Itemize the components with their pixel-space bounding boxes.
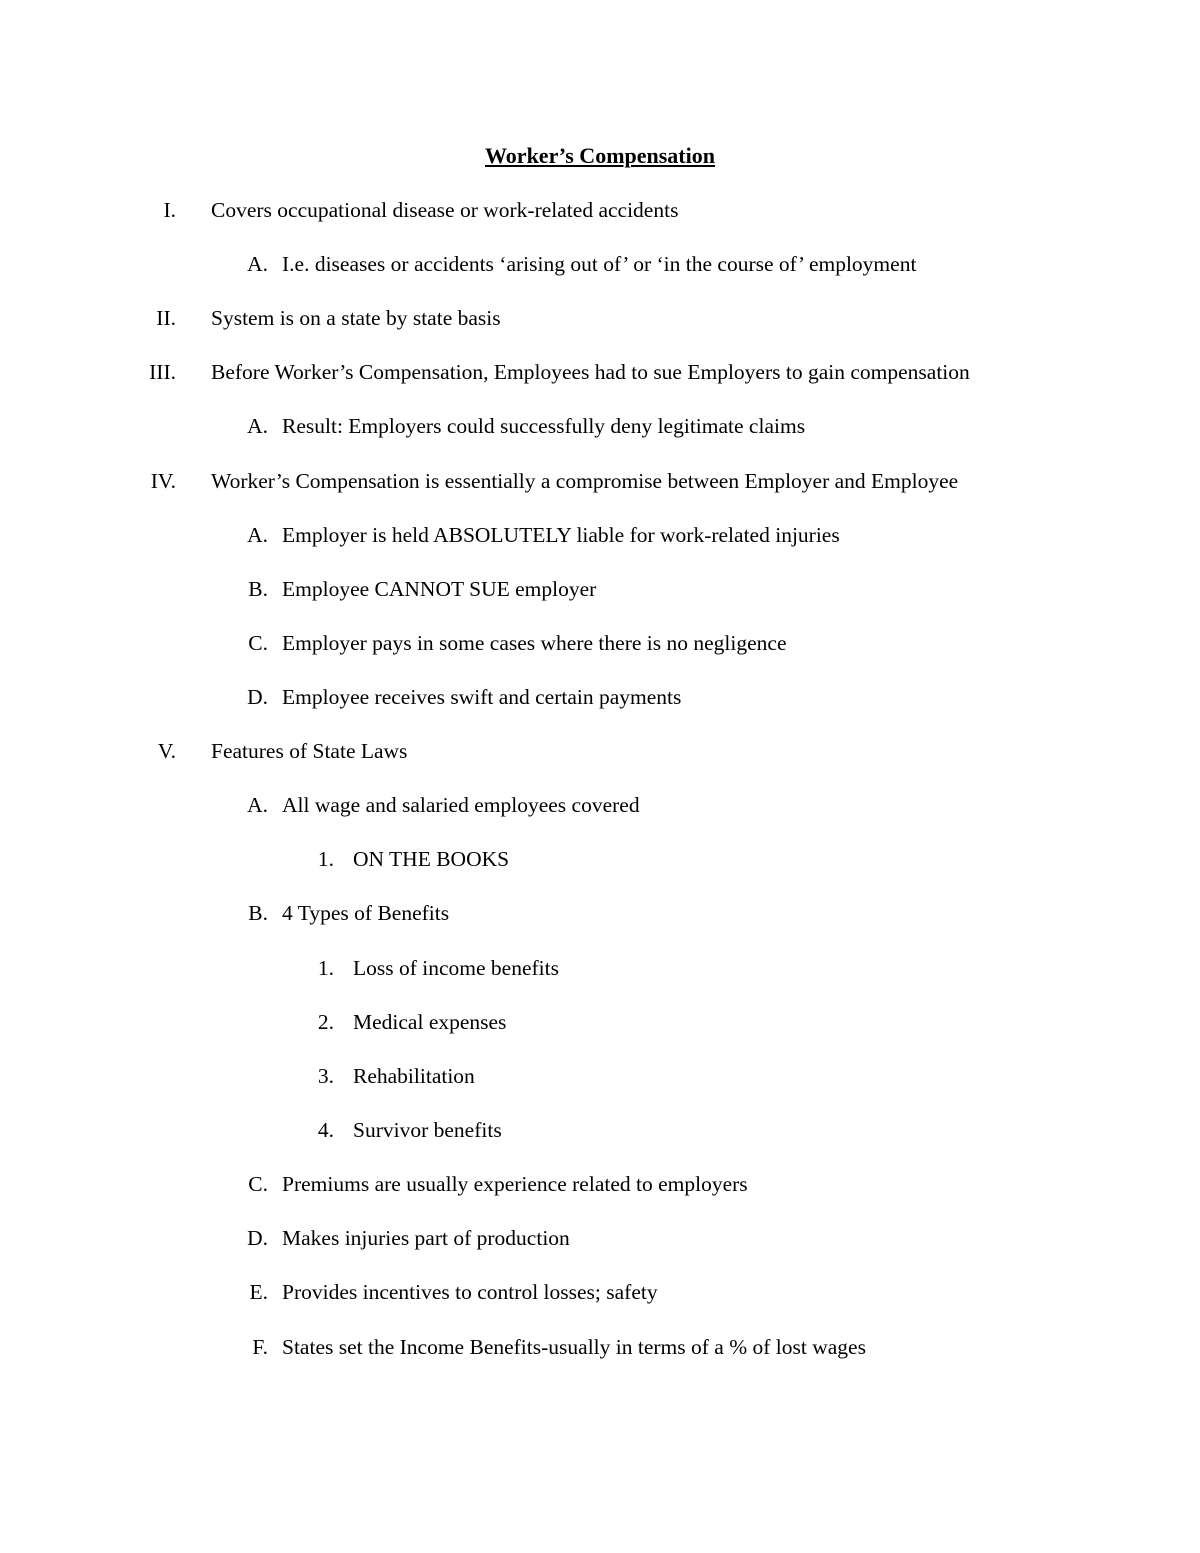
outline-marker: 2. — [317, 1010, 334, 1034]
outline-text: States set the Income Benefits-usually in terms of a % of lost wages — [282, 1335, 866, 1359]
outline-marker: D. — [247, 685, 268, 709]
outline-marker: II. — [156, 306, 176, 330]
outline-text: Medical expenses — [353, 1010, 507, 1034]
document-title: Worker’s Compensation — [485, 143, 715, 168]
outline-text: Survivor benefits — [353, 1118, 502, 1142]
outline-text: Covers occupational disease or work-related accidents — [211, 198, 679, 222]
outline-text: Rehabilitation — [353, 1064, 475, 1088]
outline-marker: I. — [163, 198, 176, 222]
outline-marker: C. — [248, 1172, 268, 1196]
outline-text: Employee receives swift and certain payments — [282, 685, 682, 709]
outline-text: Makes injuries part of production — [282, 1226, 570, 1250]
outline-text: Features of State Laws — [211, 739, 408, 763]
outline-text: Loss of income benefits — [353, 956, 559, 980]
outline-marker: A. — [247, 252, 268, 276]
outline-marker: B. — [248, 577, 268, 601]
outline-marker: 4. — [317, 1118, 334, 1142]
outline-marker: C. — [248, 631, 268, 655]
outline-marker: E. — [249, 1280, 268, 1304]
outline-marker: A. — [247, 523, 268, 547]
outline-marker: B. — [248, 901, 268, 925]
outline-text: Provides incentives to control losses; safety — [282, 1280, 658, 1304]
outline-text: ON THE BOOKS — [353, 847, 510, 871]
outline-text: Result: Employers could successfully deny legitimate claims — [282, 414, 806, 438]
outline-marker: A. — [247, 793, 268, 817]
outline-marker: IV. — [150, 469, 176, 493]
outline-marker: III. — [149, 360, 176, 384]
outline-text: All wage and salaried employees covered — [282, 793, 640, 817]
outline-text: Employer is held ABSOLUTELY liable for work-related injuries — [282, 523, 840, 547]
outline-text: I.e. diseases or accidents ‘arising out of’ or ‘in the course of’ employment — [282, 252, 917, 276]
outline-marker: 3. — [317, 1064, 334, 1088]
outline-text: Employer pays in some cases where there is no negligence — [282, 631, 787, 655]
outline-marker: V. — [157, 739, 176, 763]
outline-text: Employee CANNOT SUE employer — [282, 577, 597, 601]
outline-text: System is on a state by state basis — [211, 306, 501, 330]
outline-text: Before Worker’s Compensation, Employees had to sue Employers to gain compensation — [211, 360, 970, 384]
outline-text: 4 Types of Benefits — [282, 901, 450, 925]
outline-marker: D. — [247, 1226, 268, 1250]
outline-marker: 1. — [317, 847, 334, 871]
outline-marker: F. — [252, 1335, 268, 1359]
outline-text: Worker’s Compensation is essentially a compromise between Employer and Employee — [211, 469, 959, 493]
outline-marker: 1. — [317, 956, 334, 980]
outline-text: Premiums are usually experience related to employers — [282, 1172, 748, 1196]
outline-marker: A. — [247, 414, 268, 438]
